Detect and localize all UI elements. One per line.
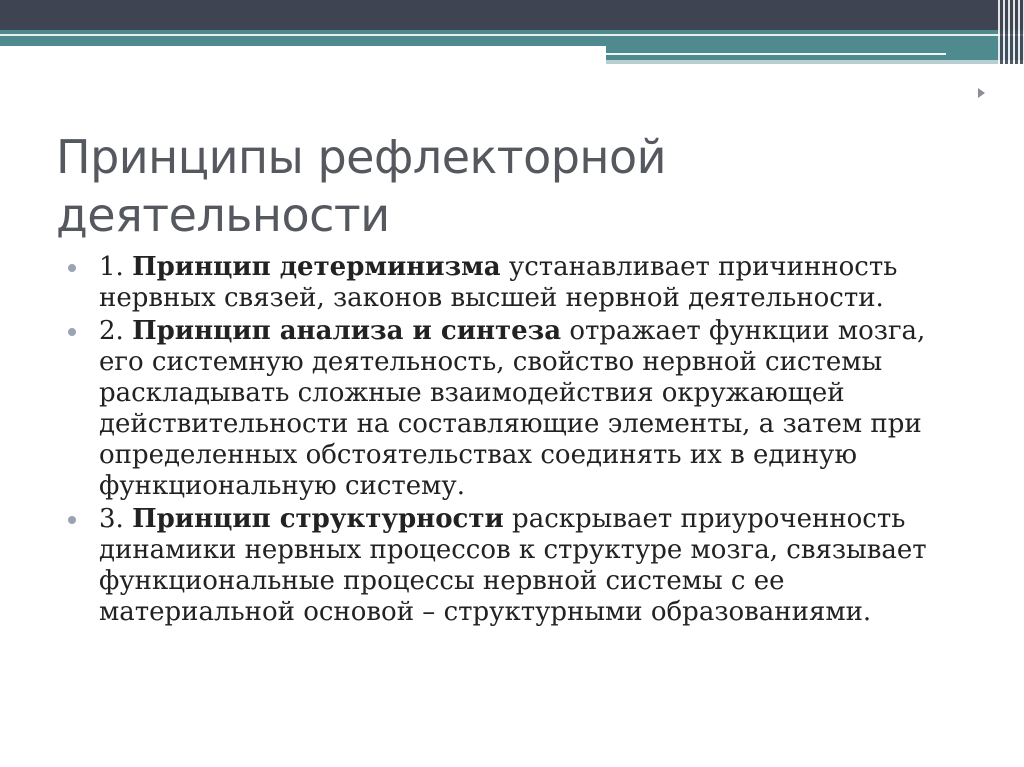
principles-list [68,252,948,630]
bullet-dot-icon [68,264,76,272]
right-vertical-strips [998,0,1024,64]
bullet-dot-icon [68,328,76,336]
slide-title: Принципы рефлекторной деятельности [56,130,667,242]
list-item-analysis-synthesis [68,316,948,502]
item-number: 1. [99,252,124,282]
item-text: отражает функции мозга, его системную деятельность, свойство нервной системы раскладывать сложные взаимодействия окружающей действительности на составляющие элементы, а затем при определенных обстоятельствах соединять их в единую функциональную систему. [99,316,926,501]
item-number: 3. [99,504,124,534]
right-teal-block [606,38,1024,60]
item-term: Принцип анализа и синтеза [132,316,562,346]
item-term: Принцип детерминизма [132,252,501,282]
bullet-dot-icon [68,516,76,524]
item-term: Принцип структурности [132,504,504,534]
top-divider-line [0,34,1024,36]
triangle-right-icon [978,88,985,98]
item-number: 2. [99,316,124,346]
top-dark-bar [0,0,1024,30]
item-text: раскрывает приуроченность динамики нервных процессов к структуре мозга, связывает функциональные процессы нервной системы с ее материальной основой – структурными образованиями. [99,504,927,627]
right-light-teal-line [606,60,1024,64]
list-item-structurality [68,504,948,628]
right-white-line [606,53,946,55]
item-text: устанавливает причинность нервных связей, законов высшей нервной деятельности. [99,252,898,313]
list-item-determinism [68,252,948,314]
